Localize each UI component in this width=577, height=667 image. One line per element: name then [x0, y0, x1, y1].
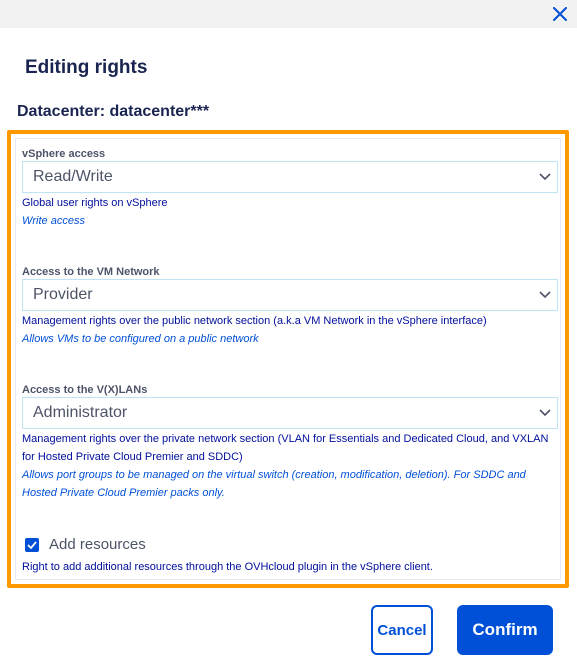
cancel-button[interactable]: Cancel: [371, 605, 433, 655]
vsphere-access-description: Global user rights on vSphere: [22, 197, 168, 209]
add-resources-checkbox[interactable]: [25, 538, 39, 552]
vxlan-access-description: Management rights over the private network section (VLAN for Essentials and Dedicated Cloud, and VXLAN for Hosted Private Cloud Premier and SDDC): [22, 433, 549, 463]
vxlan-access-detail: Allows port groups to be managed on the virtual switch (creation, modification, deletion). For SDDC and Hosted Private Cloud Premier packs only.: [22, 469, 526, 499]
rights-highlight-box: [7, 130, 569, 588]
vxlan-access-label: Access to the V(X)LANs: [22, 384, 148, 396]
vxlan-access-value: Administrator: [33, 404, 128, 421]
close-icon: [553, 7, 567, 21]
vsphere-access-value: Read/Write: [33, 168, 113, 185]
check-icon: [27, 541, 37, 549]
modal-top-bar: [0, 0, 577, 28]
modal-title: Editing rights: [25, 57, 148, 78]
vm-network-detail: Allows VMs to be configured on a public network: [22, 333, 259, 345]
vm-network-select[interactable]: [22, 279, 558, 311]
datacenter-title: Datacenter: datacenter***: [17, 103, 210, 120]
vsphere-access-select[interactable]: [22, 161, 558, 193]
vxlan-access-select[interactable]: [22, 397, 558, 429]
vsphere-access-detail: Write access: [22, 215, 85, 227]
vsphere-access-label: vSphere access: [22, 148, 106, 160]
chevron-down-icon: [539, 291, 551, 299]
vm-network-description: Management rights over the public network section (a.k.a VM Network in the vSphere interface): [22, 315, 487, 327]
rights-form: [15, 138, 561, 580]
add-resources-label: Add resources: [49, 536, 146, 553]
chevron-down-icon: [539, 173, 551, 181]
add-resources-description: Right to add additional resources through the OVHcloud plugin in the vSphere client.: [22, 561, 433, 573]
add-resources-checkbox-row[interactable]: [25, 536, 146, 553]
confirm-button[interactable]: Confirm: [457, 605, 553, 655]
vm-network-label: Access to the VM Network: [22, 266, 160, 278]
close-button[interactable]: [549, 3, 571, 25]
chevron-down-icon: [539, 409, 551, 417]
vm-network-value: Provider: [33, 286, 93, 303]
